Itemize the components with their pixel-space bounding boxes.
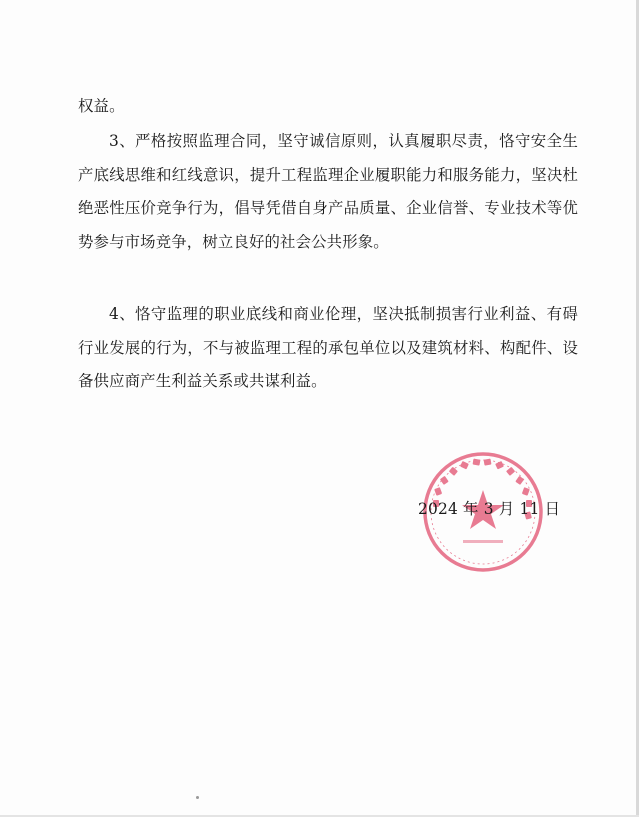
paragraph-4-block <box>78 298 578 399</box>
paragraph-4: 4、恪守监理的职业底线和商业伦理，坚决抵制损害行业利益、有碍行业发展的行为，不与被监理工程的承包单位以及建筑材料、构配件、设备供应商产生利益关系或共谋利益。 <box>78 305 578 390</box>
paragraph-3-block <box>78 125 578 259</box>
scan-speck <box>196 796 199 799</box>
paragraph-3: 3、严格按照监理合同，坚守诚信原则，认真履职尽责，恪守安全生产底线思维和红线意识，提升工程监理企业履职能力和服务能力，坚决杜绝恶性压价竞争行为，倡导凭借自身产品质量、企业信誉、专业技术等优势参与市场竞争，树立良好的社会公共形象。 <box>78 132 578 251</box>
signature-date: 2024 年 3 月 11 日 <box>418 500 561 518</box>
paragraph-continuation <box>78 90 578 124</box>
paragraph-tail: 权益。 <box>78 97 125 115</box>
